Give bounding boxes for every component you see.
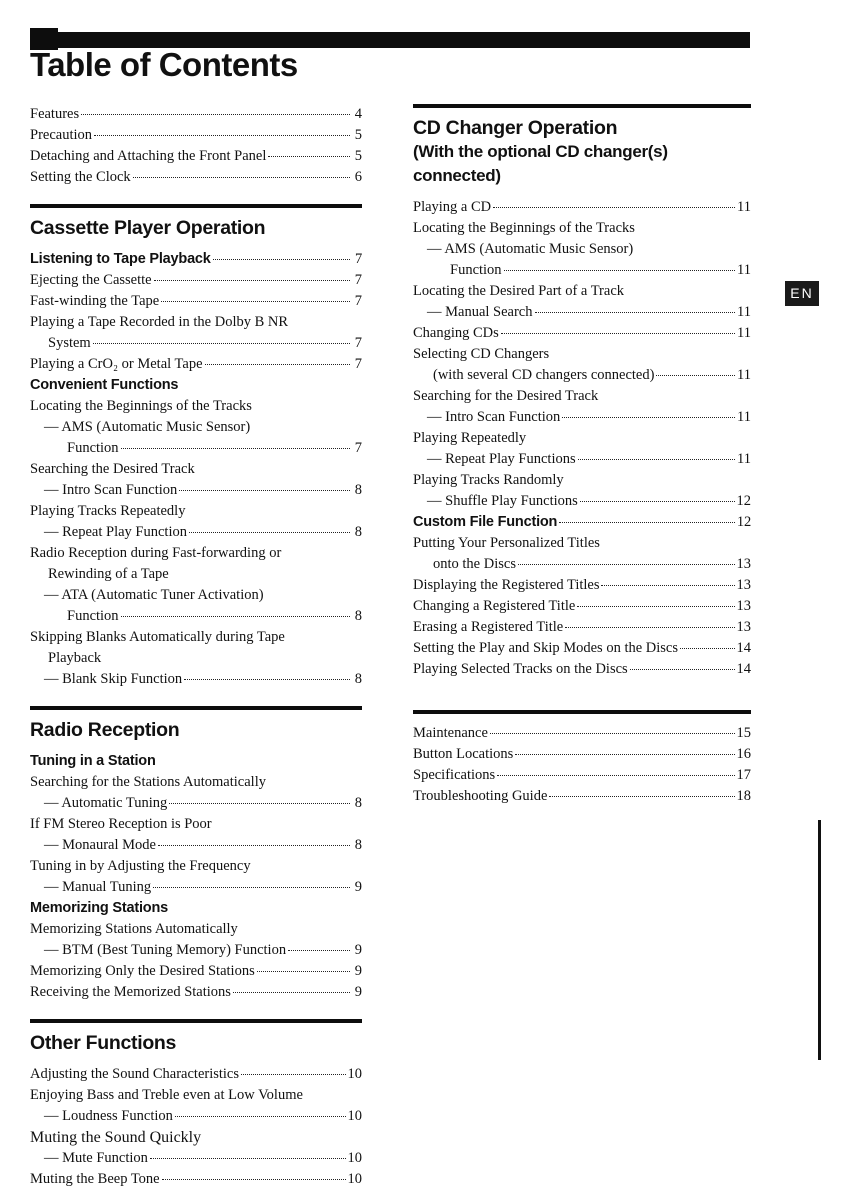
section-rule bbox=[413, 104, 751, 108]
dot-leader bbox=[205, 364, 351, 365]
toc-entry[interactable]: Troubleshooting Guide 18 bbox=[413, 788, 751, 804]
toc-entry[interactable]: Specifications 17 bbox=[413, 767, 751, 783]
dot-leader bbox=[565, 627, 734, 628]
dot-leader bbox=[184, 679, 350, 680]
toc-entry[interactable]: (with several CD changers connected) 11 bbox=[433, 367, 751, 383]
toc-entry[interactable]: Setting the Play and Skip Modes on the Discs 14 bbox=[413, 640, 751, 656]
toc-entry-line[interactable]: — ATA (Automatic Tuner Activation) bbox=[44, 587, 264, 603]
dot-leader bbox=[535, 312, 736, 313]
dot-leader bbox=[656, 375, 735, 376]
dot-leader bbox=[189, 532, 350, 533]
toc-entry[interactable]: Changing a Registered Title 13 bbox=[413, 598, 751, 614]
toc-entry[interactable]: Playing a CrO₂ or Metal Tape 7 bbox=[30, 356, 362, 372]
dot-leader bbox=[213, 259, 350, 260]
toc-entry[interactable]: Detaching and Attaching the Front Panel 5 bbox=[30, 148, 362, 164]
dot-leader bbox=[241, 1074, 345, 1075]
toc-entry-line[interactable]: Searching the Desired Track bbox=[30, 461, 195, 477]
dot-leader bbox=[515, 754, 734, 755]
toc-entry-line[interactable]: Locating the Beginnings of the Tracks bbox=[413, 220, 635, 236]
toc-entry[interactable]: Playing Selected Tracks on the Discs 14 bbox=[413, 661, 751, 677]
language-badge: EN bbox=[785, 281, 819, 306]
dot-leader bbox=[501, 333, 735, 334]
dot-leader bbox=[493, 207, 735, 208]
dot-leader bbox=[577, 606, 734, 607]
toc-entry[interactable]: Listening to Tape Playback 7 bbox=[30, 251, 362, 267]
dot-leader bbox=[504, 270, 735, 271]
dot-leader bbox=[94, 135, 350, 136]
dot-leader bbox=[179, 490, 350, 491]
dot-leader bbox=[268, 156, 350, 157]
toc-entry[interactable]: Memorizing Only the Desired Stations 9 bbox=[30, 963, 362, 979]
toc-entry[interactable]: — Repeat Play Function 8 bbox=[44, 524, 362, 540]
toc-entry[interactable]: — BTM (Best Tuning Memory) Function 9 bbox=[44, 942, 362, 958]
toc-entry[interactable]: — Monaural Mode 8 bbox=[44, 837, 362, 853]
subheading-convenient: Convenient Functions bbox=[30, 377, 179, 393]
toc-entry-line[interactable]: Playing Tracks Repeatedly bbox=[30, 503, 186, 519]
toc-entry-line[interactable]: Selecting CD Changers bbox=[413, 346, 550, 362]
toc-entry-line[interactable]: Muting the Sound Quickly bbox=[30, 1129, 202, 1146]
toc-entry[interactable]: Maintenance 15 bbox=[413, 725, 751, 741]
toc-entry[interactable]: — Blank Skip Function 8 bbox=[44, 671, 362, 687]
toc-entry-line[interactable]: Searching for the Stations Automatically bbox=[30, 774, 266, 790]
toc-entry[interactable]: — Manual Tuning 9 bbox=[44, 879, 362, 895]
section-heading-cd: CD Changer Operation (With the optional CD changer(s) connected) bbox=[413, 117, 668, 185]
toc-entry[interactable]: Changing CDs 11 bbox=[413, 325, 751, 341]
toc-entry[interactable]: Adjusting the Sound Characteristics 10 bbox=[30, 1066, 362, 1082]
toc-entry[interactable]: Ejecting the Cassette 7 bbox=[30, 272, 362, 288]
toc-entry[interactable]: Function 7 bbox=[67, 440, 362, 456]
toc-entry-line[interactable]: Skipping Blanks Automatically during Tape bbox=[30, 629, 285, 645]
dot-leader bbox=[93, 343, 350, 344]
toc-entry[interactable]: — Shuffle Play Functions 12 bbox=[427, 493, 751, 509]
dot-leader bbox=[121, 448, 350, 449]
toc-entry-line[interactable]: Memorizing Stations Automatically bbox=[30, 921, 238, 937]
toc-entry-line[interactable]: Playing Tracks Randomly bbox=[413, 472, 564, 488]
subheading-memorizing: Memorizing Stations bbox=[30, 900, 168, 916]
toc-entry-line[interactable]: Searching for the Desired Track bbox=[413, 388, 599, 404]
toc-entry-line[interactable]: — AMS (Automatic Music Sensor) bbox=[44, 419, 251, 435]
section-rule bbox=[30, 1019, 362, 1023]
toc-entry-line[interactable]: Playback bbox=[48, 650, 102, 666]
toc-entry[interactable]: Erasing a Registered Title 13 bbox=[413, 619, 751, 635]
toc-entry[interactable]: Receiving the Memorized Stations 9 bbox=[30, 984, 362, 1000]
toc-entry[interactable]: — Repeat Play Functions 11 bbox=[427, 451, 751, 467]
toc-entry-line[interactable]: Playing a Tape Recorded in the Dolby B NR bbox=[30, 314, 289, 330]
dot-leader bbox=[150, 1158, 346, 1159]
dot-leader bbox=[257, 971, 350, 972]
toc-entry-line[interactable]: Playing Repeatedly bbox=[413, 430, 527, 446]
toc-entry[interactable]: Features 4 bbox=[30, 106, 362, 122]
dot-leader bbox=[549, 796, 734, 797]
toc-entry[interactable]: Fast-winding the Tape 7 bbox=[30, 293, 362, 309]
section-heading-cassette: Cassette Player Operation bbox=[30, 217, 266, 239]
section-rule bbox=[30, 706, 362, 710]
toc-entry[interactable]: Displaying the Registered Titles 13 bbox=[413, 577, 751, 593]
dot-leader bbox=[162, 1179, 346, 1180]
toc-entry-line[interactable]: Locating the Desired Part of a Track bbox=[413, 283, 625, 299]
dot-leader bbox=[518, 564, 735, 565]
margin-mark bbox=[818, 820, 821, 1060]
toc-entry-line[interactable]: Rewinding of a Tape bbox=[48, 566, 169, 582]
toc-entry[interactable]: System 7 bbox=[48, 335, 362, 351]
dot-leader bbox=[580, 501, 735, 502]
toc-entry[interactable]: Custom File Function 12 bbox=[413, 514, 751, 530]
toc-entry-line[interactable]: Enjoying Bass and Treble even at Low Volume bbox=[30, 1087, 303, 1103]
toc-entry[interactable]: Setting the Clock 6 bbox=[30, 169, 362, 185]
toc-entry-line[interactable]: If FM Stereo Reception is Poor bbox=[30, 816, 212, 832]
section-heading-other: Other Functions bbox=[30, 1032, 177, 1054]
dot-leader bbox=[81, 114, 350, 115]
toc-entry[interactable]: — Intro Scan Function 11 bbox=[427, 409, 751, 425]
dot-leader bbox=[169, 803, 350, 804]
toc-entry-line[interactable]: Putting Your Personalized Titles bbox=[413, 535, 600, 551]
toc-entry[interactable]: Function 8 bbox=[67, 608, 362, 624]
toc-entry[interactable]: Precaution 5 bbox=[30, 127, 362, 143]
dot-leader bbox=[680, 648, 734, 649]
toc-entry[interactable]: Function 11 bbox=[450, 262, 751, 278]
dot-leader bbox=[630, 669, 735, 670]
toc-entry[interactable]: Button Locations 16 bbox=[413, 746, 751, 762]
subheading-tuning: Tuning in a Station bbox=[30, 753, 156, 769]
toc-entry[interactable]: onto the Discs 13 bbox=[433, 556, 751, 572]
toc-entry[interactable]: Muting the Beep Tone 10 bbox=[30, 1171, 362, 1187]
section-rule bbox=[30, 204, 362, 208]
dot-leader bbox=[233, 992, 350, 993]
dot-leader bbox=[559, 522, 735, 523]
section-heading-radio: Radio Reception bbox=[30, 719, 180, 741]
intro-section bbox=[30, 104, 362, 188]
toc-entry[interactable]: — Loudness Function 10 bbox=[44, 1108, 362, 1124]
dot-leader bbox=[175, 1116, 346, 1117]
toc-entry-line[interactable]: Locating the Beginnings of the Tracks bbox=[30, 398, 252, 414]
dot-leader bbox=[161, 301, 350, 302]
toc-entry-line[interactable]: Radio Reception during Fast-forwarding or bbox=[30, 545, 282, 561]
dot-leader bbox=[154, 280, 350, 281]
dot-leader bbox=[121, 616, 350, 617]
toc-entry-line[interactable]: — AMS (Automatic Music Sensor) bbox=[427, 241, 634, 257]
dot-leader bbox=[153, 887, 350, 888]
right-column bbox=[413, 104, 751, 807]
toc-entry[interactable]: — Automatic Tuning 8 bbox=[44, 795, 362, 811]
toc-entry[interactable]: — Mute Function 10 bbox=[44, 1150, 362, 1166]
toc-entry[interactable]: — Manual Search 11 bbox=[427, 304, 751, 320]
dot-leader bbox=[497, 775, 734, 776]
dot-leader bbox=[601, 585, 734, 586]
dot-leader bbox=[133, 177, 350, 178]
toc-entry-line[interactable]: Tuning in by Adjusting the Frequency bbox=[30, 858, 251, 874]
left-column bbox=[30, 104, 362, 1190]
toc-entry[interactable]: — Intro Scan Function 8 bbox=[44, 482, 362, 498]
dot-leader bbox=[288, 950, 350, 951]
dot-leader bbox=[490, 733, 735, 734]
dot-leader bbox=[158, 845, 350, 846]
page-title: Table of Contents bbox=[30, 46, 298, 83]
dot-leader bbox=[578, 459, 735, 460]
dot-leader bbox=[562, 417, 735, 418]
toc-entry[interactable]: Playing a CD 11 bbox=[413, 199, 751, 215]
